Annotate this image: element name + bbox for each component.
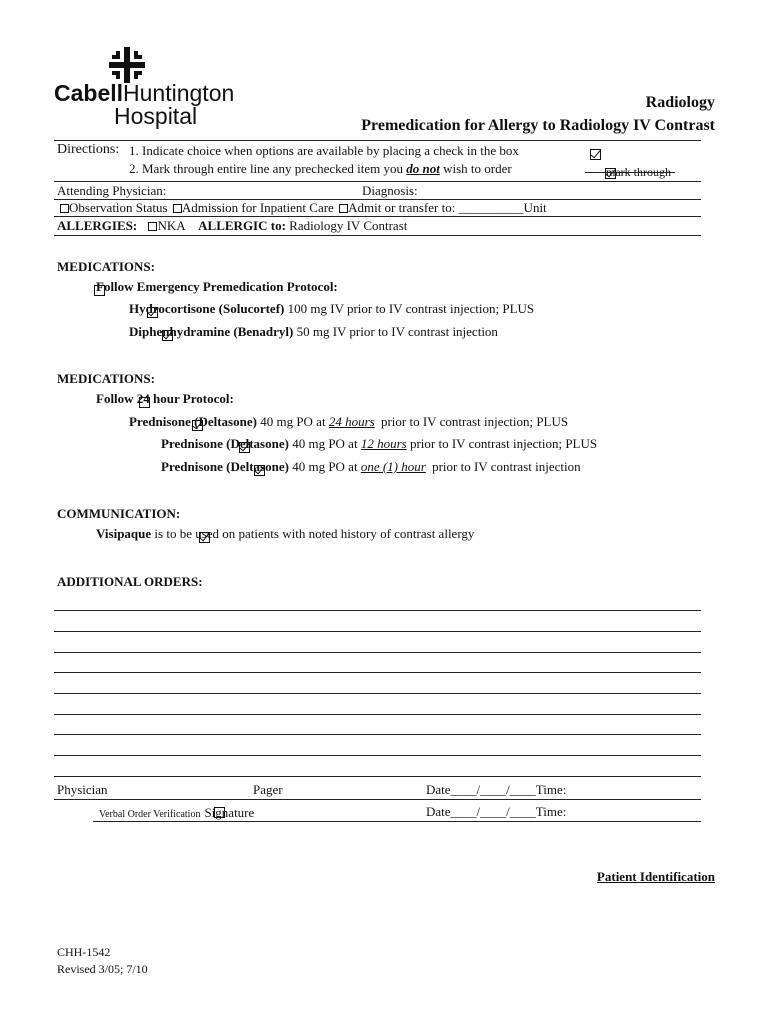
24hr-protocol-label: Follow 24 hour Protocol: — [96, 391, 234, 406]
hydrocortisone-drug: Hydrocortisone (Solucortef) — [129, 301, 285, 316]
observation-checkbox[interactable] — [60, 204, 69, 213]
order-line[interactable] — [54, 631, 701, 632]
directions-rule — [54, 181, 701, 182]
order-line[interactable] — [54, 672, 701, 673]
directions-line2-end: wish to order — [443, 161, 512, 176]
logo-wordmark — [54, 81, 234, 105]
physician-label: Physician — [57, 782, 108, 797]
prednisone-12h-line — [161, 436, 597, 452]
date-time-field[interactable]: Date____/____/____Time: — [426, 782, 567, 797]
allergic-to-label: ALLERGIC to: — [198, 218, 286, 233]
med1-heading: MEDICATIONS: — [57, 259, 155, 274]
directions-line2-text: 2. Mark through entire line any prechecked item you — [129, 161, 403, 176]
directions-line1: 1. Indicate choice when options are available by placing a check in the box — [129, 143, 519, 158]
patient-identification-label: Patient Identification — [596, 869, 715, 884]
emergency-protocol-label: Follow Emergency Premedication Protocol: — [96, 279, 338, 294]
physician-signature-rule — [54, 799, 701, 800]
verbal-order-label — [99, 804, 254, 822]
visipaque-line — [96, 526, 474, 542]
directions-label: Directions: — [57, 142, 120, 157]
hospital-cross-logo-icon — [107, 45, 147, 85]
prednisone-drug: Prednisone (Deltasone) — [161, 436, 289, 451]
prednisone-dose: 40 mg PO at — [292, 459, 358, 474]
diphenhydramine-line — [129, 324, 498, 340]
verbal-signature-label: Signature — [204, 805, 255, 820]
hydrocortisone-line — [129, 301, 534, 317]
diphenhydramine-drug: Diphenhydramine (Benadryl) — [129, 324, 294, 339]
order-line[interactable] — [54, 734, 701, 735]
header-rule — [54, 140, 701, 141]
logo-brand-rest: Huntington — [123, 80, 235, 106]
prednisone-time-12h: 12 hours — [360, 436, 407, 451]
allergic-to-value: Radiology IV Contrast — [289, 218, 408, 233]
allergies-rule — [54, 235, 701, 236]
order-line[interactable] — [54, 776, 701, 777]
directions-emphasis: do not — [406, 161, 440, 176]
diagnosis-label: Diagnosis: — [362, 183, 418, 198]
diphenhydramine-dose: 50 mg IV prior to IV contrast injection — [296, 324, 498, 339]
department-title: Radiology — [645, 94, 715, 111]
status-rule — [54, 216, 701, 217]
nka-checkbox[interactable] — [148, 222, 157, 231]
verbal-date-time-field[interactable]: Date____/____/____Time: — [426, 804, 567, 819]
allergies-label: ALLERGIES: — [57, 218, 138, 233]
order-line[interactable] — [54, 652, 701, 653]
admission-label: Admission for Inpatient Care — [181, 200, 334, 215]
allergies-row — [57, 218, 407, 234]
admission-checkbox[interactable] — [173, 204, 182, 213]
logo-line2: Hospital — [114, 103, 198, 129]
mark-through-example: mark through — [606, 165, 671, 179]
directions-line2 — [129, 161, 512, 177]
page-title: Premedication for Allergy to Radiology IV Contrast — [361, 117, 715, 134]
revision-date: Revised 3/05; 7/10 — [57, 962, 148, 976]
order-line[interactable] — [54, 714, 701, 715]
prednisone-1h-rest: prior to IV contrast injection — [432, 459, 581, 474]
example-checked-box — [590, 149, 601, 160]
nka-label: NKA — [157, 218, 185, 233]
verbal-order-rule — [93, 821, 701, 822]
order-line[interactable] — [54, 610, 701, 611]
admit-transfer-label: Admit or transfer to: __________Unit — [348, 200, 547, 215]
prednisone-12h-rest: prior to IV contrast injection; PLUS — [409, 436, 598, 451]
additional-orders-heading: ADDITIONAL ORDERS: — [57, 574, 203, 589]
admit-transfer-checkbox[interactable] — [339, 204, 348, 213]
order-line[interactable] — [54, 755, 701, 756]
hydrocortisone-dose: 100 mg IV prior to IV contrast injection; PLUS — [287, 301, 535, 316]
prednisone-time-24h: 24 hours — [328, 414, 375, 429]
logo-brand-bold: Cabell — [54, 80, 124, 106]
mark-through-line — [585, 172, 675, 173]
order-line[interactable] — [54, 693, 701, 694]
prednisone-dose: 40 mg PO at — [292, 436, 358, 451]
visipaque-text: is to be used on patients with noted history of contrast allergy — [154, 526, 475, 541]
communication-heading: COMMUNICATION: — [57, 506, 181, 521]
form-number: CHH-1542 — [57, 945, 111, 959]
prednisone-24h-line — [129, 414, 568, 430]
prednisone-dose: 40 mg PO at — [260, 414, 326, 429]
status-options-row — [60, 200, 547, 216]
pager-label: Pager — [253, 782, 283, 797]
visipaque-drug: Visipaque — [96, 526, 152, 541]
attending-physician-label: Attending Physician: — [57, 183, 167, 198]
med2-heading: MEDICATIONS: — [57, 371, 155, 386]
observation-label: Observation Status — [69, 200, 168, 215]
prednisone-1h-line — [161, 459, 581, 475]
verbal-order-small: Verbal Order Verification — [99, 809, 201, 820]
prednisone-24h-rest: prior to IV contrast injection; PLUS — [380, 414, 569, 429]
prednisone-time-1h: one (1) hour — [360, 459, 426, 474]
prednisone-drug: Prednisone (Deltasone) — [129, 414, 257, 429]
prednisone-drug: Prednisone (Deltasone) — [161, 459, 289, 474]
